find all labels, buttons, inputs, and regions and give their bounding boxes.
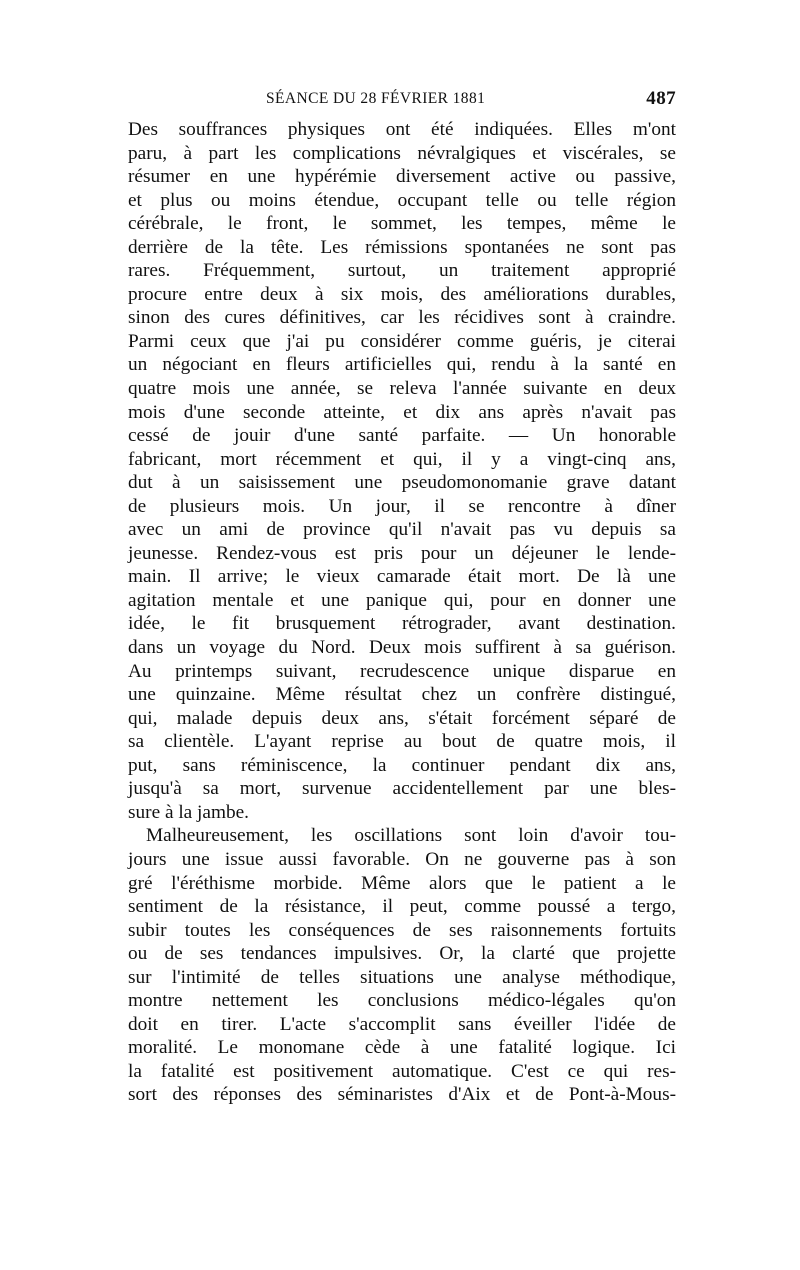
text-line: dut à un saisissement une pseudomonomanie grave datant: [128, 472, 676, 494]
text-line: la fatalité est positivement automatique. C'est ce qui res-: [128, 1060, 676, 1082]
text-line: jours une issue aussi favorable. On ne gouverne pas à son: [128, 848, 676, 870]
text-line: paru, à part les complications névralgiques et viscérales, se: [128, 142, 676, 164]
text-line: subir toutes les conséquences de ses raisonnements fortuits: [128, 919, 676, 941]
text-line: qui, malade depuis deux ans, s'était forcément séparé de: [128, 707, 676, 729]
text-line: un négociant en fleurs artificielles qui, rendu à la santé en: [128, 354, 676, 376]
text-line: idée, le fit brusquement rétrograder, avant destination.: [128, 613, 676, 635]
text-line: main. Il arrive; le vieux camarade était mort. De là une: [128, 566, 676, 588]
text-line: ou de ses tendances impulsives. Or, la clarté que projette: [128, 943, 676, 965]
text-line: sur l'intimité de telles situations une analyse méthodique,: [128, 966, 676, 988]
text-line: put, sans réminiscence, la continuer pendant dix ans,: [128, 754, 676, 776]
text-line: jeunesse. Rendez-vous est pris pour un déjeuner le lende-: [128, 542, 676, 564]
text-line: procure entre deux à six mois, des améliorations durables,: [128, 283, 676, 305]
text-line: mois d'une seconde atteinte, et dix ans après n'avait pas: [128, 401, 676, 423]
text-line: Parmi ceux que j'ai pu considérer comme guéris, je citerai: [128, 330, 676, 352]
page-number: 487: [646, 88, 676, 109]
text-line: jusqu'à sa mort, survenue accidentellement par une bles-: [128, 778, 676, 800]
text-line: cessé de jouir d'une santé parfaite. — Un honorable: [128, 425, 676, 447]
running-title: SÉANCE DU 28 FÉVRIER 1881: [266, 90, 486, 107]
running-header: [128, 86, 676, 118]
text-line: sort des réponses des séminaristes d'Aix et de Pont-à-Mous-: [128, 1084, 676, 1106]
text-line: moralité. Le monomane cède à une fatalité logique. Ici: [128, 1037, 676, 1059]
paragraph-end-line: sure à la jambe.: [128, 801, 249, 823]
book-page: [128, 86, 676, 1107]
text-line: montre nettement les conclusions médico-légales qu'on: [128, 990, 676, 1012]
text-line: gré l'éréthisme morbide. Même alors que le patient a le: [128, 872, 676, 894]
body-text: [128, 118, 676, 1107]
text-line: de plusieurs mois. Un jour, il se rencontre à dîner: [128, 495, 676, 517]
text-line: agitation mentale et une panique qui, pour en donner une: [128, 589, 676, 611]
text-line: dans un voyage du Nord. Deux mois suffirent à sa guérison.: [128, 637, 676, 659]
text-line: Au printemps suivant, recrudescence unique disparue en: [128, 660, 676, 682]
text-line: résumer en une hypérémie diversement active ou passive,: [128, 166, 676, 188]
text-line: cérébrale, le front, le sommet, les tempes, même le: [128, 213, 676, 235]
text-line: avec un ami de province qu'il n'avait pas vu depuis sa: [128, 519, 676, 541]
text-line: Malheureusement, les oscillations sont loin d'avoir tou-: [146, 825, 676, 847]
text-line: Des souffrances physiques ont été indiquées. Elles m'ont: [128, 119, 676, 140]
text-line: quatre mois une année, se releva l'année suivante en deux: [128, 378, 676, 400]
text-line: doit en tirer. L'acte s'accomplit sans éveiller l'idée de: [128, 1013, 676, 1035]
text-line: fabricant, mort récemment et qui, il y a vingt-cinq ans,: [128, 448, 676, 470]
text-line: sinon des cures définitives, car les récidives sont à craindre.: [128, 307, 676, 329]
text-line: rares. Fréquemment, surtout, un traitement approprié: [128, 260, 676, 282]
text-line: une quinzaine. Même résultat chez un confrère distingué,: [128, 684, 676, 706]
text-line: sa clientèle. L'ayant reprise au bout de quatre mois, il: [128, 731, 676, 753]
text-line: sentiment de la résistance, il peut, comme poussé a tergo,: [128, 896, 676, 918]
text-line: et plus ou moins étendue, occupant telle ou telle région: [128, 189, 676, 211]
text-line: derrière de la tête. Les rémissions spontanées ne sont pas: [128, 236, 676, 258]
